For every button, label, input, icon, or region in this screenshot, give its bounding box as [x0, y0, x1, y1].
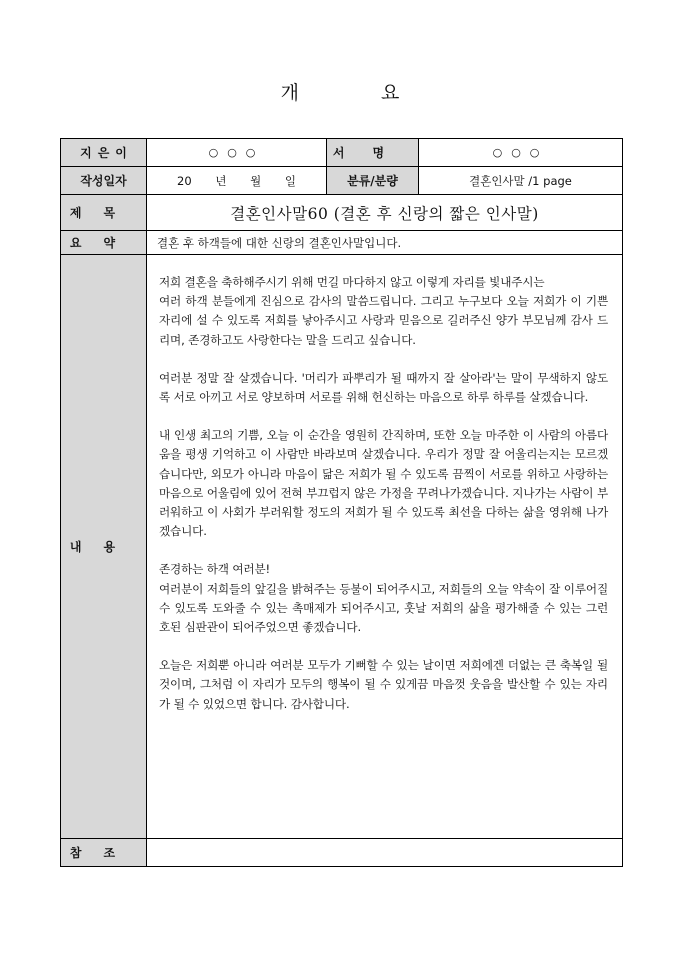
- row-subject: [61, 195, 623, 231]
- summary-value: 결혼 후 하객들에 대한 신랑의 결혼인사말입니다.: [147, 231, 623, 255]
- date-day-unit: 일: [284, 173, 296, 188]
- author-label-text: 지은이: [80, 146, 133, 160]
- date-year: 20: [177, 173, 192, 188]
- row-date: [61, 167, 623, 195]
- reference-label: 참조: [61, 839, 147, 867]
- content-paragraph: 저희 결혼을 축하해주시기 위해 먼길 마다하지 않고 이렇게 자리를 빛내주시는 여러 하객 분들에게 진심으로 감사의 말씀드립니다. 그리고 누구보다 오늘 저희가 이 기쁜 자리에 설 수 있도록 저희를 낳아주시고 사랑과 믿음으로 길러주신 양가 부모님께 감사 드리며, 존경하고도 사랑한다는 말을 드리고 싶습니다.: [159, 275, 608, 347]
- category-label: 분류/분량: [327, 167, 419, 195]
- subject-label: 제목: [61, 195, 147, 231]
- content-paragraph: 오늘은 저희뿐 아니라 여러분 모두가 기뻐할 수 있는 날이면 저희에겐 더없는 큰 축복일 될 것이며, 그처럼 이 자리가 모두의 행복이 될 수 있게끔 마음껏 웃음을 발산할 수 있는 자리가 될 수 있었으면 합니다. 감사합니다.: [159, 658, 608, 711]
- reference-value: [147, 839, 623, 867]
- date-month-unit: 월: [250, 173, 262, 188]
- page-title: 개 요: [280, 82, 438, 104]
- category-value: 결혼인사말 /1 page: [419, 167, 623, 195]
- row-reference: [61, 839, 623, 867]
- row-summary: [61, 231, 623, 255]
- content-paragraph: 여러분 정말 잘 살겠습니다. '머리가 파뿌리가 될 때까지 잘 살아라'는 말이 무색하지 않도록 서로 아끼고 서로 양보하며 서로를 위해 헌신하는 마음으로 하루 하루를 살겠습니다.: [159, 370, 608, 405]
- author-label: [61, 139, 147, 167]
- date-value: [147, 167, 327, 195]
- written-date-label: 작성일자: [61, 167, 147, 195]
- summary-label: 요약: [61, 231, 147, 255]
- content-label: 내용: [61, 255, 147, 839]
- row-content: [61, 255, 623, 839]
- content-body: [147, 255, 623, 839]
- subject-value: 결혼인사말60 (결혼 후 신랑의 짧은 인사말): [147, 195, 623, 231]
- book-title-label: 서명: [327, 139, 419, 167]
- date-year-unit: 년: [215, 173, 227, 188]
- book-title-value: ○○○: [419, 139, 623, 167]
- row-author: [61, 139, 623, 167]
- author-value: ○○○: [147, 139, 327, 167]
- outline-table: [60, 138, 623, 867]
- content-paragraph: 존경하는 하객 여러분! 여러분이 저희들의 앞길을 밝혀주는 등불이 되어주시고, 저희들의 오늘 약속이 잘 이루어질 수 있도록 도와줄 수 있는 촉매제가 되어주시고, 훗날 저희의 삶을 평가해줄 수 있는 그런 호된 심판관이 되어주었으면 좋겠습니다.: [159, 562, 608, 635]
- content-paragraph: 내 인생 최고의 기쁨, 오늘 이 순간을 영원히 간직하며, 또한 오늘 마주한 이 사람의 아름다움을 평생 기억하고 이 사람만 바라보며 살겠습니다. 우리가 정말 잘 어울리는지는 모르겠습니다만, 외모가 아니라 마음이 닮은 저희가 될 수 있도록 끔찍이 서로를 위하고 사랑하는 마음으로 어울림에 있어 전혀 부끄럽지 않은 가정을 꾸려나가겠습니다. 지나가는 사람이 부러워하고 이 사회가 부러워할 정도의 저희가 될 수 있도록 최선을 다하는 삶을 영위해 나가겠습니다.: [159, 428, 608, 539]
